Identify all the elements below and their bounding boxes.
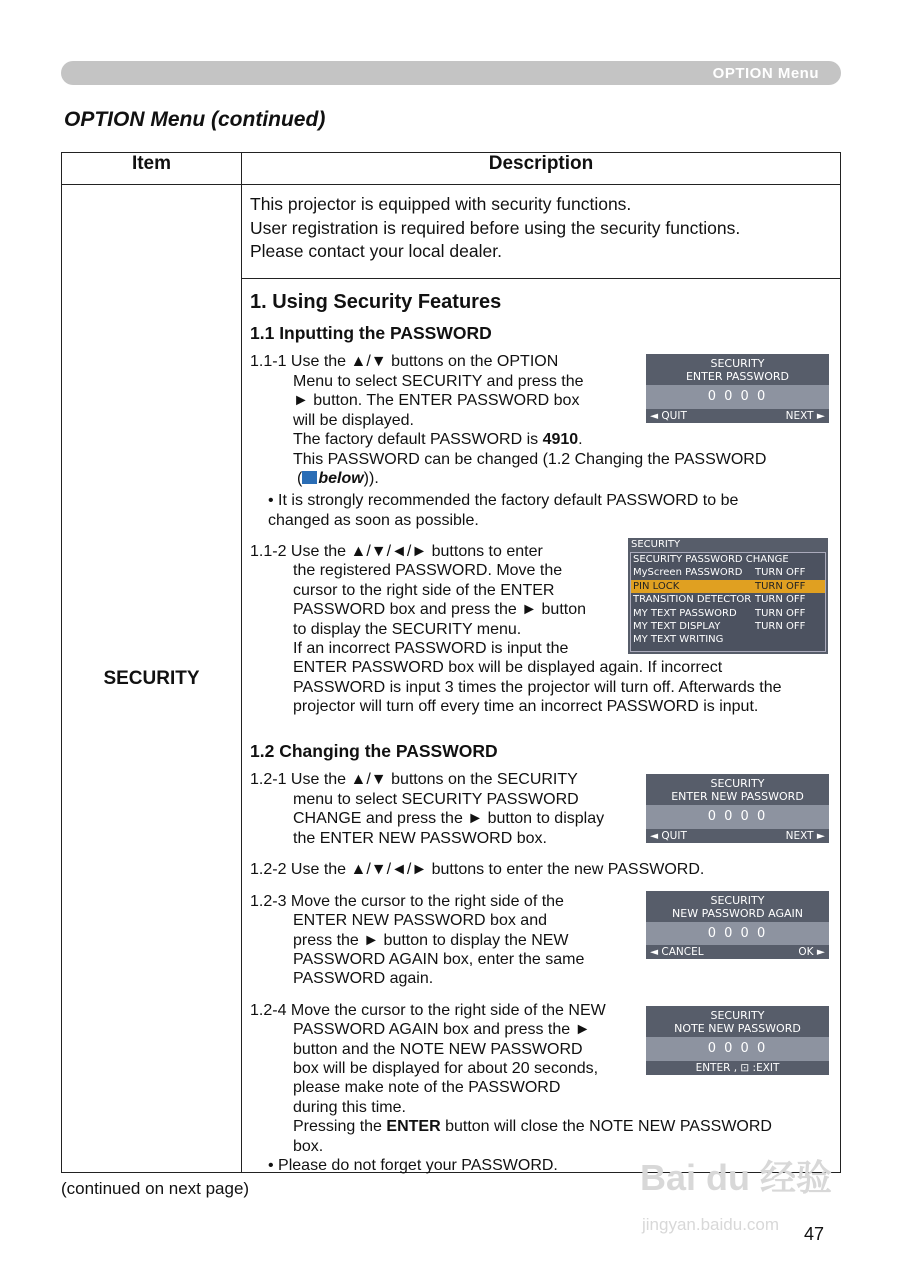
option-table bbox=[61, 152, 841, 1173]
intro-cell bbox=[242, 185, 841, 279]
osd-title: SECURITY bbox=[710, 1009, 765, 1022]
step-text: button and the NOTE NEW PASSWORD bbox=[293, 1041, 583, 1058]
osd-security-menu bbox=[628, 538, 828, 654]
step-text: PASSWORD AGAIN box, enter the same bbox=[293, 951, 585, 968]
osd-footer: ◄ QUIT NEXT ► bbox=[650, 410, 825, 422]
intro-line: This projector is equipped with security functions. bbox=[250, 194, 632, 214]
page-title: OPTION Menu (continued) bbox=[64, 108, 326, 131]
osd-subtitle: NEW PASSWORD AGAIN bbox=[672, 907, 803, 920]
step-text: the registered PASSWORD. Move the bbox=[293, 562, 563, 579]
step-text: 1.2-2 Use the ▲/▼/◄/► buttons to enter the new PASSWORD. bbox=[250, 861, 705, 878]
step-text: ENTER NEW PASSWORD box and bbox=[293, 912, 547, 929]
table-row bbox=[62, 185, 841, 279]
osd-title: SECURITY bbox=[710, 894, 765, 907]
step-text: menu to select SECURITY PASSWORD bbox=[293, 791, 579, 808]
header-section-label: OPTION Menu bbox=[712, 65, 819, 82]
step-text: The factory default PASSWORD is 4910. bbox=[293, 431, 583, 448]
step-text: box. bbox=[293, 1138, 324, 1155]
step-text: ENTER PASSWORD box will be displayed again. If incorrect bbox=[293, 659, 723, 676]
osd-subtitle: ENTER NEW PASSWORD bbox=[671, 790, 804, 803]
menu-caption: SECURITY bbox=[631, 539, 681, 550]
step-text: Menu to select SECURITY and press the bbox=[293, 373, 584, 390]
section-heading: 1. Using Security Features bbox=[250, 291, 502, 313]
osd-footer: ◄ CANCEL OK ► bbox=[650, 946, 825, 958]
note-text: • It is strongly recommended the factory default PASSWORD to be bbox=[268, 492, 739, 509]
menu-item: MY TEXT WRITING bbox=[633, 634, 724, 646]
step-text: Pressing the ENTER button will close the NOTE NEW PASSWORD bbox=[293, 1118, 772, 1135]
continued-note: (continued on next page) bbox=[61, 1179, 250, 1198]
intro-line: User registration is required before using the security functions. bbox=[250, 217, 741, 238]
step-text: during this time. bbox=[293, 1099, 406, 1116]
menu-item-selected: PIN LOCK TURN OFF bbox=[631, 580, 825, 593]
osd-code: 0 0 0 0 bbox=[646, 1037, 829, 1061]
step-text: PASSWORD box and press the ► button bbox=[293, 601, 587, 618]
step-text: the ENTER NEW PASSWORD box. bbox=[293, 830, 547, 847]
osd-subtitle: NOTE NEW PASSWORD bbox=[674, 1022, 801, 1035]
page-number: 47 bbox=[804, 1224, 825, 1244]
menu-item: SECURITY PASSWORD CHANGE bbox=[633, 554, 789, 565]
step-text: 1.2-3 Move the cursor to the right side of the bbox=[250, 893, 564, 910]
step-text: ► button. The ENTER PASSWORD box bbox=[293, 392, 580, 409]
col-description-header: Description bbox=[242, 153, 841, 185]
description-cell bbox=[242, 279, 841, 1173]
osd-code: 0 0 0 0 bbox=[646, 385, 829, 409]
item-security: SECURITY bbox=[62, 185, 242, 1173]
osd-enter-password bbox=[646, 354, 829, 423]
header-bar bbox=[61, 61, 841, 85]
osd-subtitle: ENTER PASSWORD bbox=[685, 370, 790, 383]
step-text: If an incorrect PASSWORD is input the bbox=[293, 640, 569, 657]
step-text: cursor to the right side of the ENTER bbox=[293, 582, 555, 599]
step-text: 1.1-1 Use the ▲/▼ buttons on the OPTION bbox=[250, 353, 559, 370]
note-text: • Please do not forget your PASSWORD. bbox=[268, 1157, 558, 1174]
osd-footer: ◄ QUIT NEXT ► bbox=[650, 830, 825, 842]
step-text: This PASSWORD can be changed (1.2 Changing the PASSWORD bbox=[293, 451, 767, 468]
step-text: box will be displayed for about 20 seconds, bbox=[293, 1060, 599, 1077]
step-text: ( below)). bbox=[297, 470, 379, 487]
intro-line: Please contact your local dealer. bbox=[250, 241, 502, 261]
col-item-header: Item bbox=[62, 153, 242, 185]
osd-title: SECURITY bbox=[710, 777, 765, 790]
menu-list bbox=[630, 552, 826, 652]
menu-item: MY TEXT DISPLAY TURN OFF bbox=[633, 620, 806, 632]
step-text: press the ► button to display the NEW bbox=[293, 932, 569, 949]
osd-code: 0 0 0 0 bbox=[646, 922, 829, 945]
step-text: please make note of the PASSWORD bbox=[293, 1079, 561, 1096]
step-text: 1.2-1 Use the ▲/▼ buttons on the SECURITY bbox=[250, 771, 578, 788]
note-text: changed as soon as possible. bbox=[268, 512, 479, 529]
step-text: will be displayed. bbox=[293, 412, 414, 429]
osd-title: SECURITY bbox=[710, 357, 765, 370]
step-text: PASSWORD again. bbox=[293, 970, 434, 987]
step-text: projector will turn off every time an incorrect PASSWORD is input. bbox=[293, 698, 759, 715]
subsection-heading: 1.1 Inputting the PASSWORD bbox=[250, 323, 492, 343]
table-header-row bbox=[62, 153, 841, 185]
osd-new-password-again bbox=[646, 891, 829, 959]
watermark-url: jingyan.baidu.com bbox=[642, 1215, 780, 1234]
menu-item: MyScreen PASSWORD TURN OFF bbox=[633, 567, 806, 579]
step-text: 1.2-4 Move the cursor to the right side of the NEW bbox=[250, 1002, 606, 1019]
osd-note-new-password bbox=[646, 1006, 829, 1075]
osd-code: 0 0 0 0 bbox=[646, 805, 829, 829]
menu-item: TRANSITION DETECTOR TURN OFF bbox=[633, 594, 806, 606]
osd-enter-new-password bbox=[646, 774, 829, 843]
step-text: PASSWORD AGAIN box and press the ► bbox=[293, 1021, 591, 1038]
step-text: 1.1-2 Use the ▲/▼/◄/► buttons to enter bbox=[250, 543, 543, 560]
step-text: PASSWORD is input 3 times the projector will turn off. Afterwards the bbox=[293, 679, 782, 696]
osd-footer: ENTER , ⊡ :EXIT bbox=[695, 1062, 780, 1074]
step-text: to display the SECURITY menu. bbox=[293, 621, 522, 638]
menu-item: MY TEXT PASSWORD TURN OFF bbox=[633, 607, 806, 619]
subsection-heading: 1.2 Changing the PASSWORD bbox=[250, 741, 498, 761]
watermark-logo: Bai du 经验 bbox=[640, 1157, 833, 1198]
book-icon bbox=[302, 471, 317, 484]
step-text: CHANGE and press the ► button to display bbox=[293, 810, 605, 827]
